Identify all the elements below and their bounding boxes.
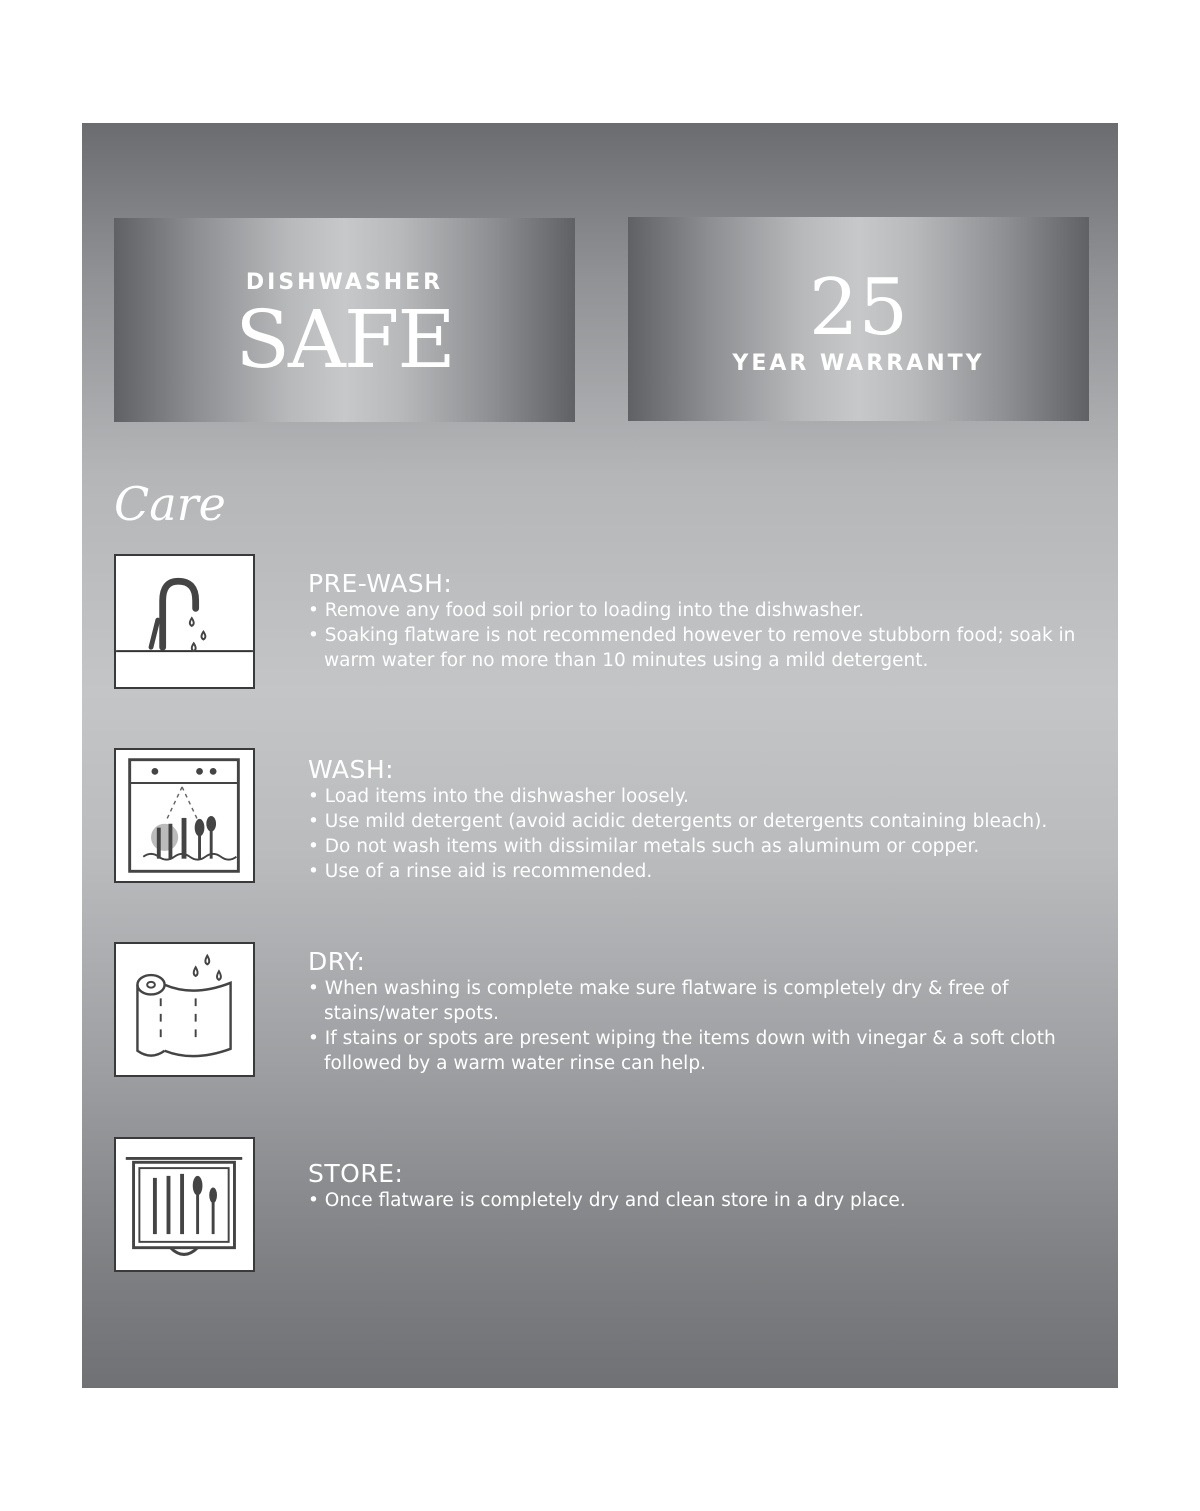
paper-towel-icon <box>114 942 255 1077</box>
list-item: • Use of a rinse aid is recommended. <box>308 859 1084 884</box>
dishwasher-safe-badge <box>114 218 575 422</box>
warranty-number: 25 <box>808 263 909 353</box>
section-dry <box>308 948 1084 1076</box>
care-title: Care <box>114 477 226 531</box>
care-panel <box>82 123 1118 1388</box>
list-item: • Use mild detergent (avoid acidic detergents or detergents containing bleach). <box>308 809 1084 834</box>
section-heading: PRE-WASH: <box>308 569 453 598</box>
list-item: • Load items into the dishwasher loosely. <box>308 784 1084 809</box>
drawer-flatware-icon <box>114 1137 255 1272</box>
warranty-badge <box>628 217 1089 421</box>
faucet-icon <box>114 554 255 689</box>
section-heading: DRY: <box>308 947 366 976</box>
list-item: • When washing is complete make sure flatware is completely dry & free of stains/water spots. <box>308 976 1084 1026</box>
list-item: • Soaking flatware is not recommended however to remove stubborn food; soak in warm water for no more than 10 minutes using a mild detergent. <box>308 623 1084 673</box>
section-heading: STORE: <box>308 1159 404 1188</box>
list-item: • Remove any food soil prior to loading into the dishwasher. <box>308 598 1084 623</box>
badge-top-text: DISHWASHER <box>245 270 444 295</box>
section-heading: WASH: <box>308 755 395 784</box>
section-wash <box>308 756 1084 884</box>
badge-main-text: SAFE <box>235 293 454 386</box>
list-item: • Do not wash items with dissimilar metals such as aluminum or copper. <box>308 834 1084 859</box>
list-item: • If stains or spots are present wiping the items down with vinegar & a soft cloth followed by a warm water rinse can help. <box>308 1026 1084 1076</box>
warranty-label: YEAR WARRANTY <box>732 351 985 376</box>
list-item: • Once flatware is completely dry and clean store in a dry place. <box>308 1188 1084 1213</box>
section-store <box>308 1160 1084 1213</box>
section-pre-wash <box>308 570 1084 673</box>
dishwasher-icon <box>114 748 255 883</box>
